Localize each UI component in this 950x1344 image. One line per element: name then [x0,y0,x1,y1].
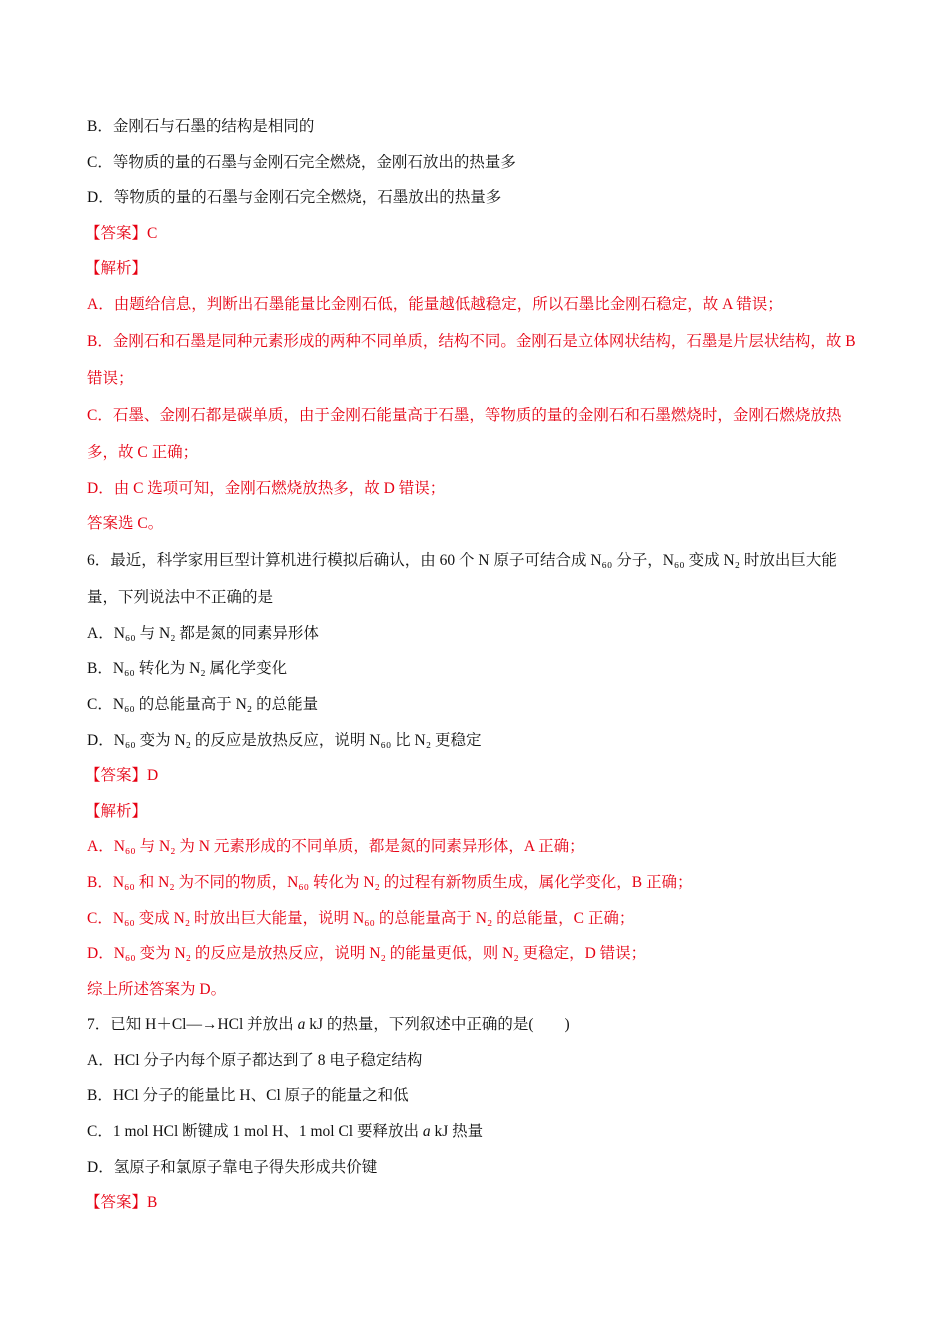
paragraph [87,936,857,972]
text-segment: B．金刚石和石墨是同种元素形成的两种不同单质，结构不同。金刚石是立体网状结构，石墨是片层状结构，故 B 错误； [87,332,856,387]
italic-variable: a [297,1016,306,1034]
paragraph [87,145,857,181]
text-segment: 答案选 C。 [87,515,164,533]
text-segment: C．N₆₀ 变成 N₂ 时放出巨大能量，说明 N₆₀ 的总能量高于 N₂ 的总能量，C 正确； [87,909,635,927]
text-segment: D．N₆₀ 变为 N₂ 的反应是放热反应，说明 N₂ 的能量更低，则 N₂ 更稳定，D 错误； [87,945,647,963]
paragraph [87,1078,857,1114]
text-segment: A．N₆₀ 与 N₂ 都是氮的同素异形体 [87,624,319,642]
text-segment: 【解析】 [85,260,148,278]
paragraph [87,1150,857,1186]
text-segment: C．石墨、金刚石都是碳单质，由于金刚石能量高于石墨，等物质的量的金刚石和石墨燃烧时，金刚石燃烧放热多，故 C 正确； [87,406,842,461]
answer-label [85,758,857,794]
text-segment: D．N₆₀ 变为 N₂ 的反应是放热反应，说明 N₆₀ 比 N₂ 更稳定 [87,731,482,749]
text-segment: B．HCl 分子的能量比 H、Cl 原子的能量之和低 [87,1087,409,1105]
text-segment: 【答案】D [85,767,159,785]
text-segment: 【答案】B [85,1194,158,1212]
paragraph [87,651,857,687]
text-segment: D．由 C 选项可知，金刚石燃烧放热多，故 D 错误； [87,479,446,497]
paragraph [87,901,857,937]
paragraph [87,180,857,216]
paragraph [87,1043,857,1079]
text-segment: C．1 mol HCl 断键成 1 mol H、1 mol Cl 要释放出 [87,1123,423,1141]
paragraph [87,723,857,759]
text-segment: C．等物质的量的石墨与金刚石完全燃烧，金刚石放出的热量多 [87,153,516,171]
paragraph [87,1114,857,1150]
text-segment: D．等物质的量的石墨与金刚石完全燃烧，石墨放出的热量多 [87,189,502,207]
paragraph [87,287,857,323]
italic-variable: a [422,1123,431,1141]
paragraph [87,506,857,542]
text-segment: D．氢原子和氯原子靠电子得失形成共价键 [87,1158,378,1176]
paragraph [87,109,857,145]
paragraph [87,323,857,397]
text-segment: C．N₆₀ 的总能量高于 N₂ 的总能量 [87,695,319,713]
text-segment: kJ 热量 [430,1123,484,1141]
text-segment: B．N₆₀ 和 N₂ 为不同的物质，N₆₀ 转化为 N₂ 的过程有新物质生成，属化学变化，B 正确； [87,873,693,891]
text-segment: A．N₆₀ 与 N₂ 为 N 元素形成的不同单质，都是氮的同素异形体，A 正确； [87,838,585,856]
text-segment: 【答案】C [85,224,158,242]
paragraph [87,865,857,901]
paragraph [87,829,857,865]
text-segment: B．金刚石与石墨的结构是相同的 [87,118,315,135]
answer-label [85,1185,857,1221]
paragraph [87,1007,857,1043]
text-segment: A．HCl 分子内每个原子都达到了 8 电子稳定结构 [87,1051,423,1069]
document-body [87,109,857,1221]
text-segment: B．N₆₀ 转化为 N₂ 属化学变化 [87,660,288,678]
text-segment: A．由题给信息，判断出石墨能量比金刚石低，能量越低越稳定，所以石墨比金刚石稳定，故 A 错误； [87,295,783,313]
paragraph [87,471,857,507]
answer-label [85,251,857,287]
text-segment: 综上所述答案为 D。 [87,980,227,998]
text-segment: 7．已知 H＋Cl—→HCl 并放出 [87,1016,298,1034]
answer-label [85,216,857,252]
answer-label [85,794,857,830]
paragraph [87,687,857,723]
paragraph [87,397,857,471]
text-segment: 【解析】 [85,802,148,820]
paragraph [87,616,857,652]
paragraph [87,972,857,1008]
paragraph [87,542,857,616]
text-segment: kJ 的热量，下列叙述中正确的是( ) [305,1016,570,1034]
text-segment: 6．最近，科学家用巨型计算机进行模拟后确认，由 60 个 N 原子可结合成 N₆₀ 分子，N₆₀ 变成 N₂ 时放出巨大能量，下列说法中不正确的是 [87,551,837,606]
